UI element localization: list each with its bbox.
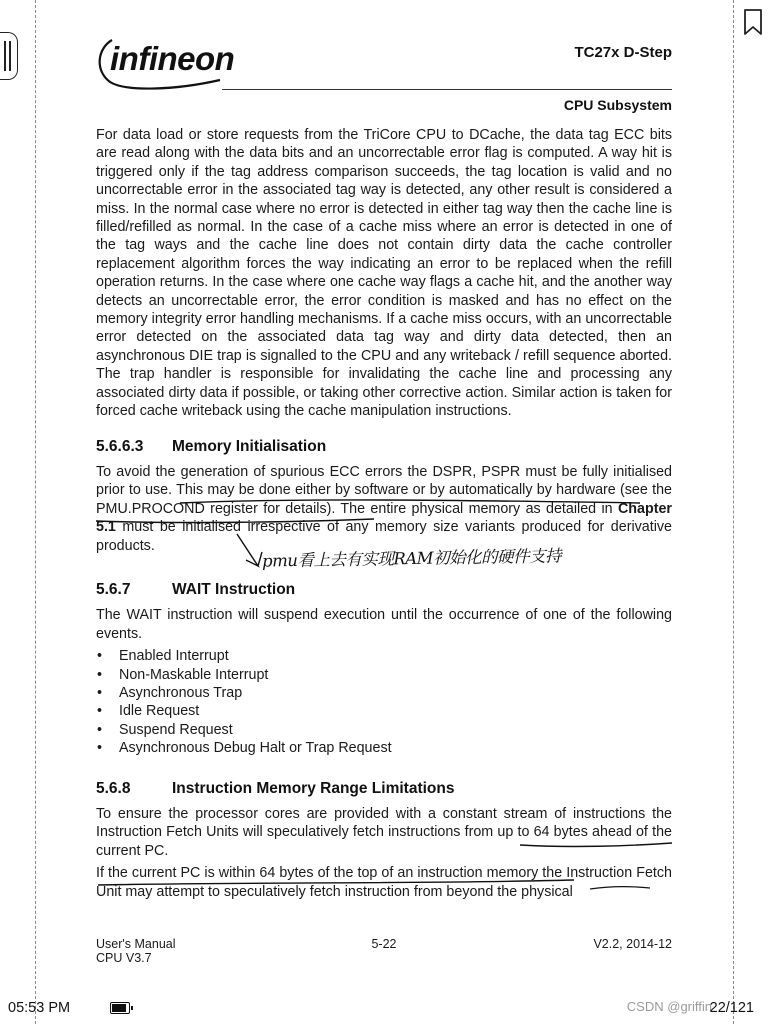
- company-logo: infineon: [110, 40, 235, 77]
- footer-page-number: 5-22: [371, 937, 397, 951]
- paragraph-fetch-units: To ensure the processor cores are provided with a constant stream of instructions the Instruction Fetch Units will speculatively fetch instructions from up to 64 bytes ahead of the current PC.: [96, 806, 672, 859]
- section-header: CPU Subsystem: [563, 97, 672, 113]
- list-item: • Non-Maskable Interrupt: [96, 666, 672, 684]
- battery-icon: [110, 1002, 130, 1014]
- document-title: TC27x D-Step: [574, 44, 672, 61]
- footer-cpu-version: CPU V3.7: [96, 951, 152, 965]
- list-item: • Idle Request: [96, 702, 672, 720]
- underlined-phrase-current-pc: If the current PC is within 64 bytes of the top of an instruction memory: [96, 865, 539, 882]
- page-content: [96, 126, 672, 901]
- header-rule: [222, 89, 672, 90]
- handwritten-note: pmu看上去有实现RAM初始化的硬件支持: [261, 546, 562, 571]
- bookmark-icon[interactable]: [742, 8, 764, 36]
- paragraph-dcache-ecc: For data load or store requests from the TriCore CPU to DCache, the data tag ECC bits are read along with the data bits and an uncorrectable error flag is computed. A way hit is triggered only if the tag address comparison succeeds, the tag location is valid and no uncorrectable error in the associated tag way is detected, any other result is considered a miss. In the normal case where no error is detected in either tag way then the cache line is filled/refilled as normal. In the case of a cache miss where an error is detected in one of the tag ways and the cache line does not contain dirty data the cache controller replacement algorithm forces the way indicating an error to be replaced when the refill operation returns. In the case where one cache way flags a cache hit, and the another way detects an uncorrectable error, the error condition is masked and has no effect on the memory integrity error handling mechanisms. If a cache miss occurs, with an uncorrectable error detected on the associated data tag way and dirty data detected, then an asynchronous DIE trap is signalled to the CPU and any writeback / refill sequence aborted. The trap handler is responsible for invalidating the cache line and processing any associated dirty data if possible, or taking other corrective action. Similar action is taken for forced cache writeback using the cache manipulation instructions.: [96, 127, 672, 420]
- heading-memory-initialisation: 5.6.6.3 Memory Initialisation: [96, 437, 327, 455]
- page-indicator[interactable]: 22/121: [709, 1000, 754, 1016]
- list-item: • Asynchronous Debug Halt or Trap Request: [96, 739, 672, 757]
- clock: 05:53 PM: [8, 1000, 71, 1016]
- left-margin-line: [35, 0, 36, 1024]
- status-bar: [0, 996, 768, 1024]
- watermark: CSDN @griffin: [626, 999, 712, 1014]
- heading-instruction-memory-range: 5.6.8 Instruction Memory Range Limitations: [96, 779, 455, 797]
- paragraph-current-pc: If the current PC is within 64 bytes of the top of an instruction memory the Instruction Fetch Unit may attempt to speculatively fetch instruction from beyond the physical: [96, 865, 672, 900]
- underlined-phrase-hardware: This may be done either by software or by automatically by hardware: [176, 482, 616, 499]
- footer-version: V2.2, 2014-12: [593, 937, 672, 951]
- underlined-phrase-procond: the PMU.PROCOND register for details): [96, 482, 672, 517]
- list-item: • Enabled Interrupt: [96, 647, 672, 665]
- paragraph-wait-intro: The WAIT instruction will suspend execution until the occurrence of one of the following events.: [96, 607, 672, 642]
- list-item: • Asynchronous Trap: [96, 684, 672, 702]
- list-item: • Suspend Request: [96, 721, 672, 739]
- paragraph-memory-initialisation: To avoid the generation of spurious ECC errors the DSPR, PSPR must be fully initialised prior to use. This may be done either by software or by automatically by hardware (see the PMU.PROCOND register for details). The entire physical memory as detailed in Chapter 5.1 must be initialised irrespective of any memory size variants produced for derivative products.: [96, 463, 672, 554]
- sidebar-handle[interactable]: [0, 32, 18, 80]
- underlined-phrase-64-bytes: up to 64 bytes ahead of: [497, 824, 648, 841]
- right-margin-line: [733, 0, 734, 1024]
- footer-manual: User's Manual: [96, 937, 176, 951]
- heading-wait-instruction: 5.6.7 WAIT Instruction: [96, 580, 296, 598]
- chapter-reference: Chapter 5.1: [96, 500, 672, 536]
- wait-events-list: [96, 647, 672, 757]
